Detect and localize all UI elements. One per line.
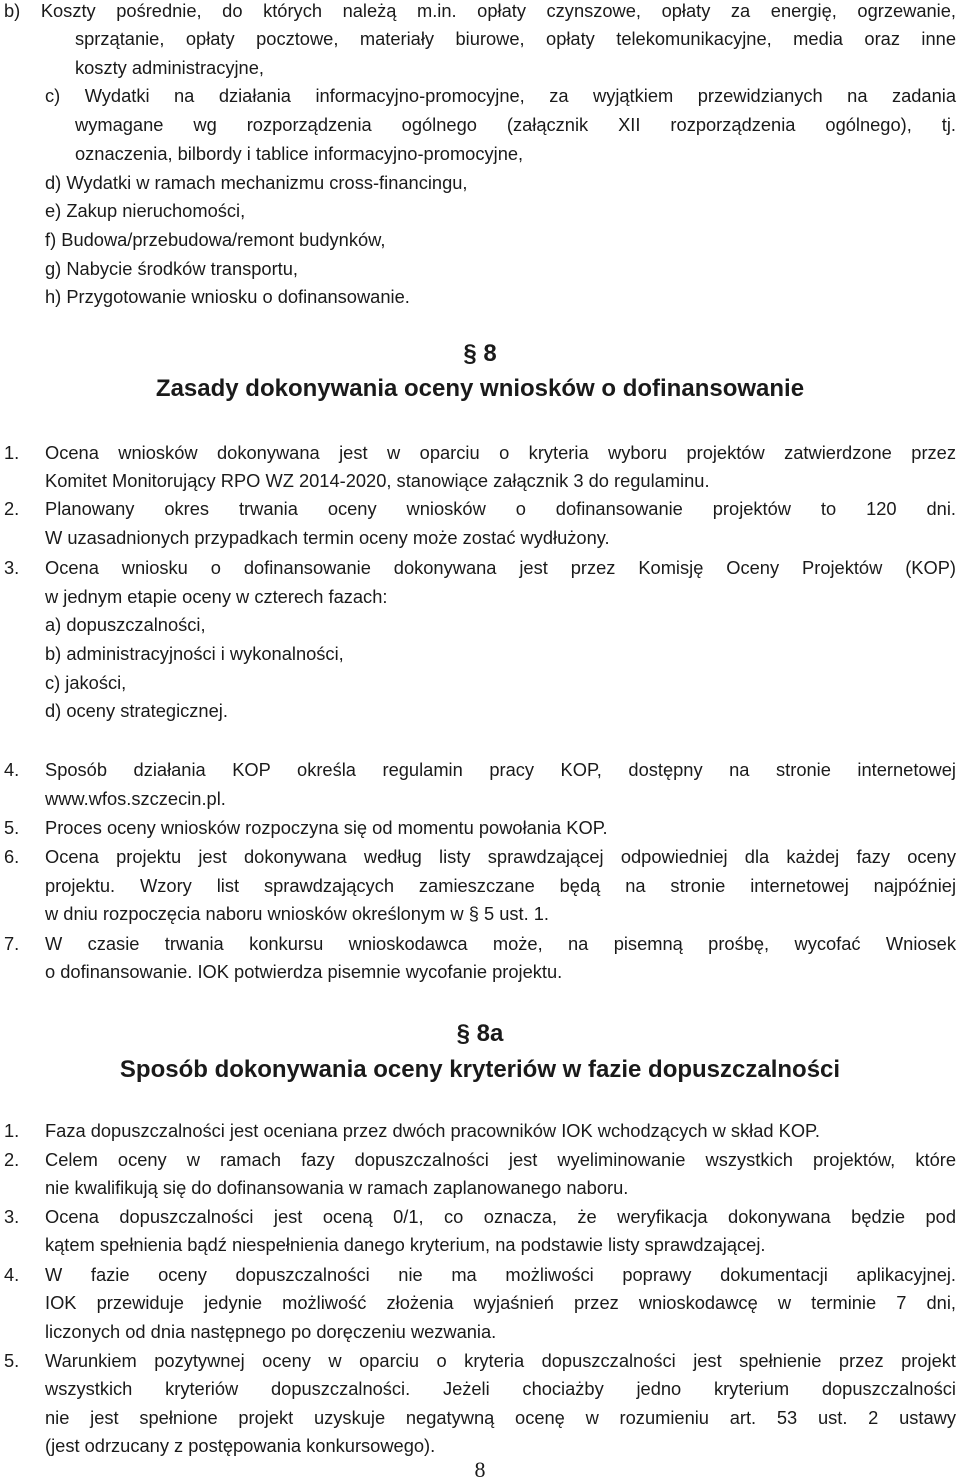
list-item-c-line2: wymagane wg rozporządzenia ogólnego (załącznik XII rozporządzenia ogólnego), tj. <box>75 114 956 135</box>
s8-item1-line1: Ocena wniosków dokonywana jest w oparciu o kryteria wyboru projektów zatwierdzone przez <box>45 442 956 463</box>
section-8-title: Zasady dokonywania oceny wniosków o dofinansowanie <box>155 375 805 402</box>
item-number: 2. <box>4 1149 20 1170</box>
list-item-c-line3: oznaczenia, bilbordy i tablice informacyjno-promocyjne, <box>75 143 524 164</box>
s8a-item2-line2: nie kwalifikują się do dofinansowania w ramach zaplanowanego naboru. <box>45 1177 629 1198</box>
s8a-item5-line3: nie jest spełnione projekt uzyskuje negatywną ocenę w rozumieniu art. 53 ust. 2 ustawy <box>45 1407 956 1428</box>
s8-item3-line2: w jednym etapie oceny w czterech fazach: <box>45 586 388 607</box>
section-8-heading: § 8 <box>463 340 497 367</box>
s8a-item1-line1: Faza dopuszczalności jest oceniana przez dwóch pracowników IOK wchodzących w skład KOP. <box>45 1120 820 1141</box>
s8-item6-line2: projektu. Wzory list sprawdzających zamieszczane będą na stronie internetowej najpóźniej <box>45 875 956 896</box>
s8a-item3-line2: kątem spełnienia bądź niespełnienia danego kryterium, na podstawie listy sprawdzającej. <box>45 1234 766 1255</box>
s8-item3-sub-b: b) administracyjności i wykonalności, <box>45 643 344 664</box>
page-number: 8 <box>474 1457 486 1482</box>
list-item-b-line1: b) Koszty pośrednie, do których należą m.in. opłaty czynszowe, opłaty za energię, ogrzewanie, <box>4 0 956 21</box>
s8-item2-line2: W uzasadnionych przypadkach termin oceny może zostać wydłużony. <box>45 527 610 548</box>
section-8a-heading: § 8a <box>456 1020 504 1047</box>
item-number: 2. <box>4 498 20 519</box>
list-item-h: h) Przygotowanie wniosku o dofinansowanie. <box>45 286 410 307</box>
list-item-f: f) Budowa/przebudowa/remont budynków, <box>45 229 386 250</box>
item-number: 5. <box>4 817 20 838</box>
s8-item3-sub-d: d) oceny strategicznej. <box>45 700 228 721</box>
s8a-item4-line3: liczonych od dnia następnego po doręczeniu wezwania. <box>45 1321 497 1342</box>
s8-item4-line2: www.wfos.szczecin.pl. <box>45 788 226 809</box>
item-number: 3. <box>4 557 20 578</box>
s8a-item5-line4: (jest odrzucany z postępowania konkursowego). <box>45 1435 436 1456</box>
s8a-item4-line1: W fazie oceny dopuszczalności nie ma możliwości poprawy dokumentacji aplikacyjnej. <box>45 1264 956 1285</box>
s8a-item5-line1: Warunkiem pozytywnej oceny w oparciu o kryteria dopuszczalności jest spełnienie przez projekt <box>45 1350 956 1371</box>
list-item-b-line3: koszty administracyjne, <box>75 57 264 78</box>
item-number: 4. <box>4 1264 20 1285</box>
s8-item7-line2: o dofinansowanie. IOK potwierdza pisemnie wycofanie projektu. <box>45 961 563 982</box>
section-8a-title: Sposób dokonywania oceny kryteriów w fazie dopuszczalności <box>119 1056 841 1083</box>
list-item-c-line1: c) Wydatki na działania informacyjno-promocyjne, za wyjątkiem przewidzianych na zadania <box>45 85 956 106</box>
item-number: 1. <box>4 442 20 463</box>
list-item-b-line2: sprzątanie, opłaty pocztowe, materiały biurowe, opłaty telekomunikacyjne, media oraz inne <box>75 28 956 49</box>
item-number: 5. <box>4 1350 20 1371</box>
list-item-g: g) Nabycie środków transportu, <box>45 258 299 279</box>
s8a-item3-line1: Ocena dopuszczalności jest oceną 0/1, co oznacza, że weryfikacja dokonywana będzie pod <box>45 1206 956 1227</box>
s8-item6-line3: w dniu rozpoczęcia naboru wniosków określonym w § 5 ust. 1. <box>45 903 549 924</box>
s8-item4-line1: Sposób działania KOP określa regulamin pracy KOP, dostępny na stronie internetowej <box>45 759 956 780</box>
s8-item3-sub-a: a) dopuszczalności, <box>45 614 206 635</box>
s8-item3-line1: Ocena wniosku o dofinansowanie dokonywana jest przez Komisję Oceny Projektów (KOP) <box>45 557 956 578</box>
s8-item1-line2: Komitet Monitorujący RPO WZ 2014-2020, stanowiące załącznik 3 do regulaminu. <box>45 470 710 491</box>
item-number: 1. <box>4 1120 20 1141</box>
item-number: 3. <box>4 1206 20 1227</box>
s8a-item2-line1: Celem oceny w ramach fazy dopuszczalności jest wyeliminowanie wszystkich projektów, które <box>45 1149 956 1170</box>
item-number: 6. <box>4 846 20 867</box>
s8a-item4-line2: IOK przewiduje jedynie możliwość złożenia wyjaśnień przez wnioskodawcę w terminie 7 dni, <box>45 1292 956 1313</box>
s8-item2-line1: Planowany okres trwania oceny wniosków o dofinansowanie projektów to 120 dni. <box>45 498 956 519</box>
s8-item3-sub-c: c) jakości, <box>45 672 127 693</box>
s8-item5-line1: Proces oceny wniosków rozpoczyna się od momentu powołania KOP. <box>45 817 608 838</box>
item-number: 7. <box>4 933 20 954</box>
s8a-item5-line2: wszystkich kryteriów dopuszczalności. Jeżeli chociażby jedno kryterium dopuszczalności <box>45 1378 956 1399</box>
list-item-d: d) Wydatki w ramach mechanizmu cross-financingu, <box>45 172 468 193</box>
item-number: 4. <box>4 759 20 780</box>
s8-item7-line1: W czasie trwania konkursu wnioskodawca może, na pisemną prośbę, wycofać Wniosek <box>45 933 956 954</box>
list-item-e: e) Zakup nieruchomości, <box>45 200 246 221</box>
s8-item6-line1: Ocena projektu jest dokonywana według listy sprawdzającej odpowiedniej dla każdej fazy oceny <box>45 846 956 867</box>
